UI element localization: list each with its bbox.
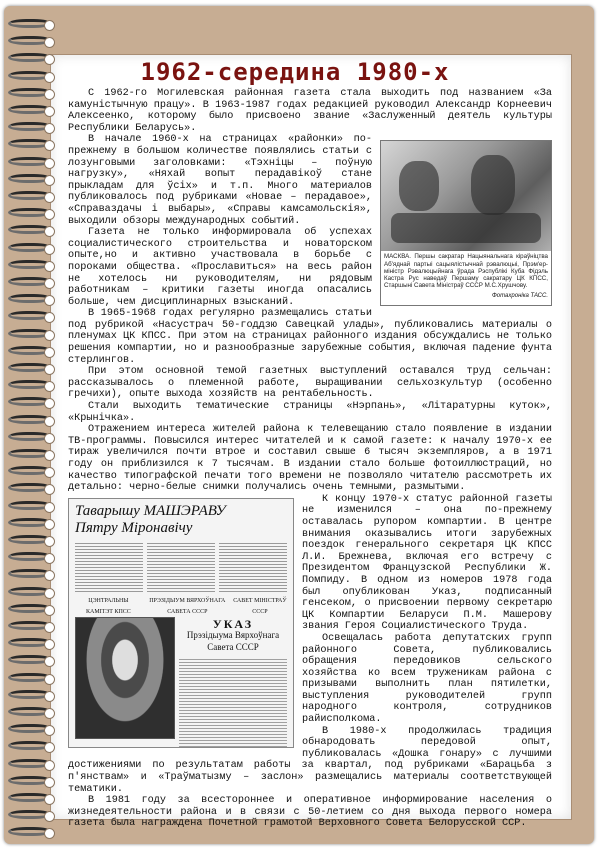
spiral-ring <box>0 775 60 787</box>
spiral-ring <box>0 672 60 684</box>
clipping-text-columns <box>69 539 293 595</box>
spiral-ring <box>0 809 60 821</box>
spiral-ring <box>0 293 60 305</box>
photo-credit: Фотахроніка ТАСС. <box>492 293 548 300</box>
paragraph: С 1962-го Могилевская районная газета стала выходить под названием «За камуністычную працу». В 1963-1987 годах редакцией руководил Александр Корнеевич Алексеенко, которому было присвоено звание «Заслуженный деятель культуры Республики Беларусь». <box>68 88 552 134</box>
spiral-ring <box>0 414 60 426</box>
spiral-ring <box>0 551 60 563</box>
spiral-ring <box>0 121 60 133</box>
spiral-ring <box>0 379 60 391</box>
spiral-ring <box>0 826 60 838</box>
spiral-ring <box>0 792 60 804</box>
spiral-ring <box>0 431 60 443</box>
paragraph: В 1980-х продолжилась традиция обнародовать передовой опыт, публиковалась «Дошка гонару» с лучшими достижениями по результатам работы за квартал, под рубриками «Барацьба з п'янствам» и «Траўматызму – заслон» размещались материалы соответствующей тематики. <box>68 725 552 795</box>
spiral-ring <box>0 138 60 150</box>
spiral-ring <box>0 620 60 632</box>
spiral-ring <box>0 310 60 322</box>
spiral-ring <box>0 224 60 236</box>
paragraph: Стали выходить тематические страницы «Нэрпань», «Літаратурны куток», «Крынічка». <box>68 401 552 424</box>
ukaz-block: УКАЗ Прэзідыума Вярхоўнага Савета СССР <box>179 619 287 748</box>
page-title: 1962-середина 1980-х <box>140 58 450 86</box>
spiral-ring <box>0 328 60 340</box>
paragraph: Освещалась работа депутатских групп районного Совета, публиковались обращения передовиков сельского хозяйства ко всем труженикам района с призывами выполнить план пятилетки, выступления руководителей групп народного контроля, сотрудников райисполкома. <box>302 632 552 726</box>
spiral-ring <box>0 586 60 598</box>
spiral-ring <box>0 104 60 116</box>
spiral-ring <box>0 517 60 529</box>
paragraph: При этом основной темой газетных выступлений оставался труд сельчан: рассказывалось о племенной работе, выращивании сельхозкультур (особенно гречихи), опыте выхода хозяйств на рентабельность. <box>68 366 552 401</box>
paragraph: К концу 1970-х статус районной газеты не изменился – она по-прежнему оставалась рупором компартии. В центре внимания оказывались итоги зарубежных поездок генерального секретаря ЦК КПСС Л.И. Брежнева, включая его встречу с Президентом Французской Республики Ж. Помпиду. В одном из номеров 1978 года был опубликован Указ, подписанный генсеком, о присвоении первому секретарю ЦК Компартии Беларуси П.М. Машерову звания Героя Социалистического Труда. <box>302 493 552 633</box>
paragraph: Газета не только информировала об успехах социалистического строительства и новаторском опыте,но и активно участвовала в борьбе с пороками общества. «Прославиться» на весь район не хотелось ни руководителям, ни рядовым работникам – критики газеты иногда опасались больше, чем дисциплинарных взысканий. <box>68 227 372 308</box>
spiral-ring <box>0 603 60 615</box>
photo-caption: МАСКВА. Першы сакратар Нацыянальнага кіраўніцтва Аб'яднай партыі сацыялістычнай рэвалюцыі, Прэм'ер-міністр Рэвалюцыйнага ўрада Рэспублікі Куба Фідэль Кастра Рус наведаў Першаму сакратару ЦК КПСС, Старшыні Савета Міністраў СССР М.С.Хрушчову. <box>384 253 548 290</box>
newspaper-clipping <box>68 498 294 748</box>
article-body <box>68 88 552 830</box>
spiral-ring <box>0 568 60 580</box>
paragraph: В начале 1960-х на страницах «районки» по-прежнему в большом количестве появлялись статьи с лозунговыми заголовками: «Тэхніцы – поўную нагрузку», «Няхай вопыт перадавікоў стане прыкладам для ўсіх» и т.п. Много материалов публиковалось под рубриками «Новае – перадавое», «Справаздачы і выбары», «Справы камсамольскія», выходили обзоры международных событий. <box>68 134 372 227</box>
spiral-ring <box>0 362 60 374</box>
spiral-ring <box>0 87 60 99</box>
paragraph: В 1965-1968 годах регулярно размещались статьи под рубрикой «Насустрач 50-годдзю Савецкай улады», публиковались материалы о пленумах ЦК КПСС. При этом на страницах районного издания обсуждались не только решения компартии, но и разнообразные зарубежные события, включая падение фунта стерлингов. <box>68 308 552 366</box>
spiral-ring <box>0 190 60 202</box>
spiral-ring <box>0 534 60 546</box>
paragraph: Отражением интереса жителей района к телевещанию стало появление в издании ТВ-программы. Повысился интерес читателей и к самой газете: к началу 1970-х ее тираж увеличился почти втрое и составил свыше 6 тысяч экземпляров, а в 1971 году он приблизился к 7 тысячам. В издании стало больше фотоиллюстраций, но качество типографской печати того времени не позволяло читателю рассмотреть их детально: черно-белые снимки получались очень темными, размытыми. <box>68 424 552 494</box>
spiral-ring <box>0 173 60 185</box>
spiral-ring <box>0 482 60 494</box>
news-photo <box>380 140 552 306</box>
spiral-ring <box>0 706 60 718</box>
spiral-ring <box>0 52 60 64</box>
portrait-photo <box>75 617 175 739</box>
spiral-ring <box>0 207 60 219</box>
spiral-ring <box>0 758 60 770</box>
spiral-ring <box>0 35 60 47</box>
clipping-header: Таварышу МАШЭРАВУ Пятру Міронавічу <box>75 502 226 536</box>
spiral-ring <box>0 740 60 752</box>
spiral-ring <box>0 242 60 254</box>
clipping-signatures: ЦЭНТРАЛЬНЫ КАМІТЭТ КПСС ПРЭЗІДЫУМ ВЯРХОЎНАГА САВЕТА СССР САВЕТ МІНІСТРАЎ СССР <box>86 597 287 616</box>
spiral-ring <box>0 70 60 82</box>
spiral-ring <box>0 689 60 701</box>
spiral-ring <box>0 18 60 30</box>
spiral-ring <box>0 156 60 168</box>
paragraph: В 1981 году за всестороннее и оперативное информирование населения о жизнедеятельности района и в связи с 50-летием со дня выхода первого номера газета была награждена Почетной грамотой Верховного Совета Белорусской ССР. <box>68 795 552 830</box>
spiral-ring <box>0 465 60 477</box>
spiral-ring <box>0 637 60 649</box>
spiral-ring <box>0 259 60 271</box>
spiral-ring <box>0 345 60 357</box>
spiral-ring <box>0 654 60 666</box>
photo-image <box>381 141 551 251</box>
spiral-ring <box>0 396 60 408</box>
spiral-ring <box>0 500 60 512</box>
spiral-ring <box>0 276 60 288</box>
spiral-ring <box>0 723 60 735</box>
spiral-ring <box>0 448 60 460</box>
